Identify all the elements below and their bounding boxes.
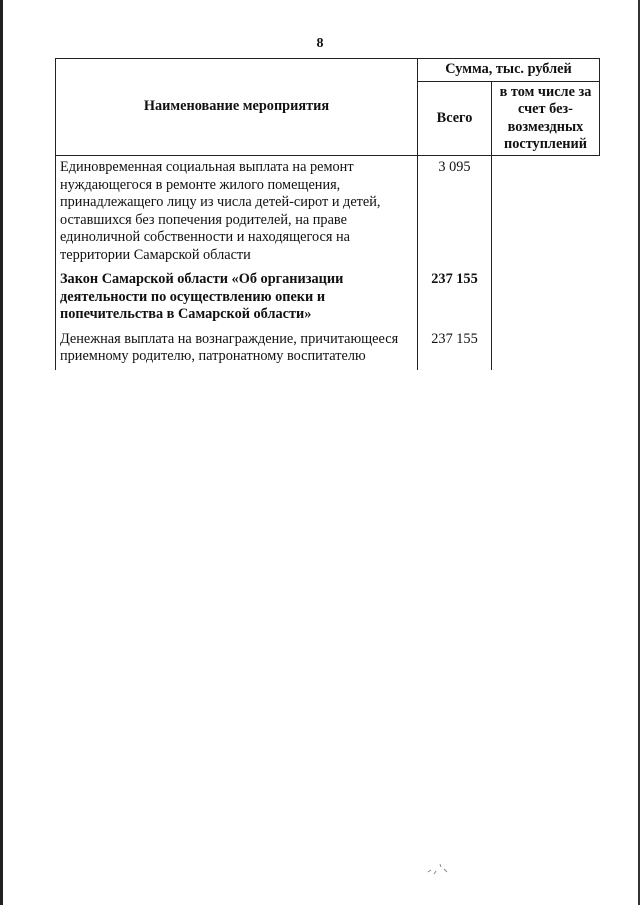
row-including xyxy=(492,328,600,370)
row-total: 237 155 xyxy=(418,328,492,370)
table-row xyxy=(56,268,600,328)
table-row xyxy=(56,328,600,370)
header-name: Наименование мероприятия xyxy=(56,59,418,156)
header-sum: Сумма, тыс. рублей xyxy=(418,59,600,82)
row-total: 3 095 xyxy=(418,156,492,269)
budget-table xyxy=(55,58,600,370)
page-left-border xyxy=(0,0,3,905)
row-total: 237 155 xyxy=(418,268,492,328)
row-name: Закон Самарской области «Об организации деятельности по осуществлению опеки и попечительства в Самарской области» xyxy=(56,268,418,328)
row-including xyxy=(492,268,600,328)
scan-artifact xyxy=(424,860,452,878)
row-including xyxy=(492,156,600,269)
header-total: Всего xyxy=(418,82,492,156)
header-including: в том числе за счет без-возмездных поступлений xyxy=(492,82,600,156)
table-row xyxy=(56,156,600,269)
row-name: Денежная выплата на вознаграждение, причитающееся приемному родителю, патронатному воспитателю xyxy=(56,328,418,370)
row-name: Единовременная социальная выплата на ремонт нуждающегося в ремонте жилого помещения, принадлежащего лицу из числа детей-сирот и детей, оставшихся без попечения родителей, на праве единоличной собственности и находящегося на территории Самарской области xyxy=(56,156,418,269)
page-number: 8 xyxy=(316,36,324,51)
